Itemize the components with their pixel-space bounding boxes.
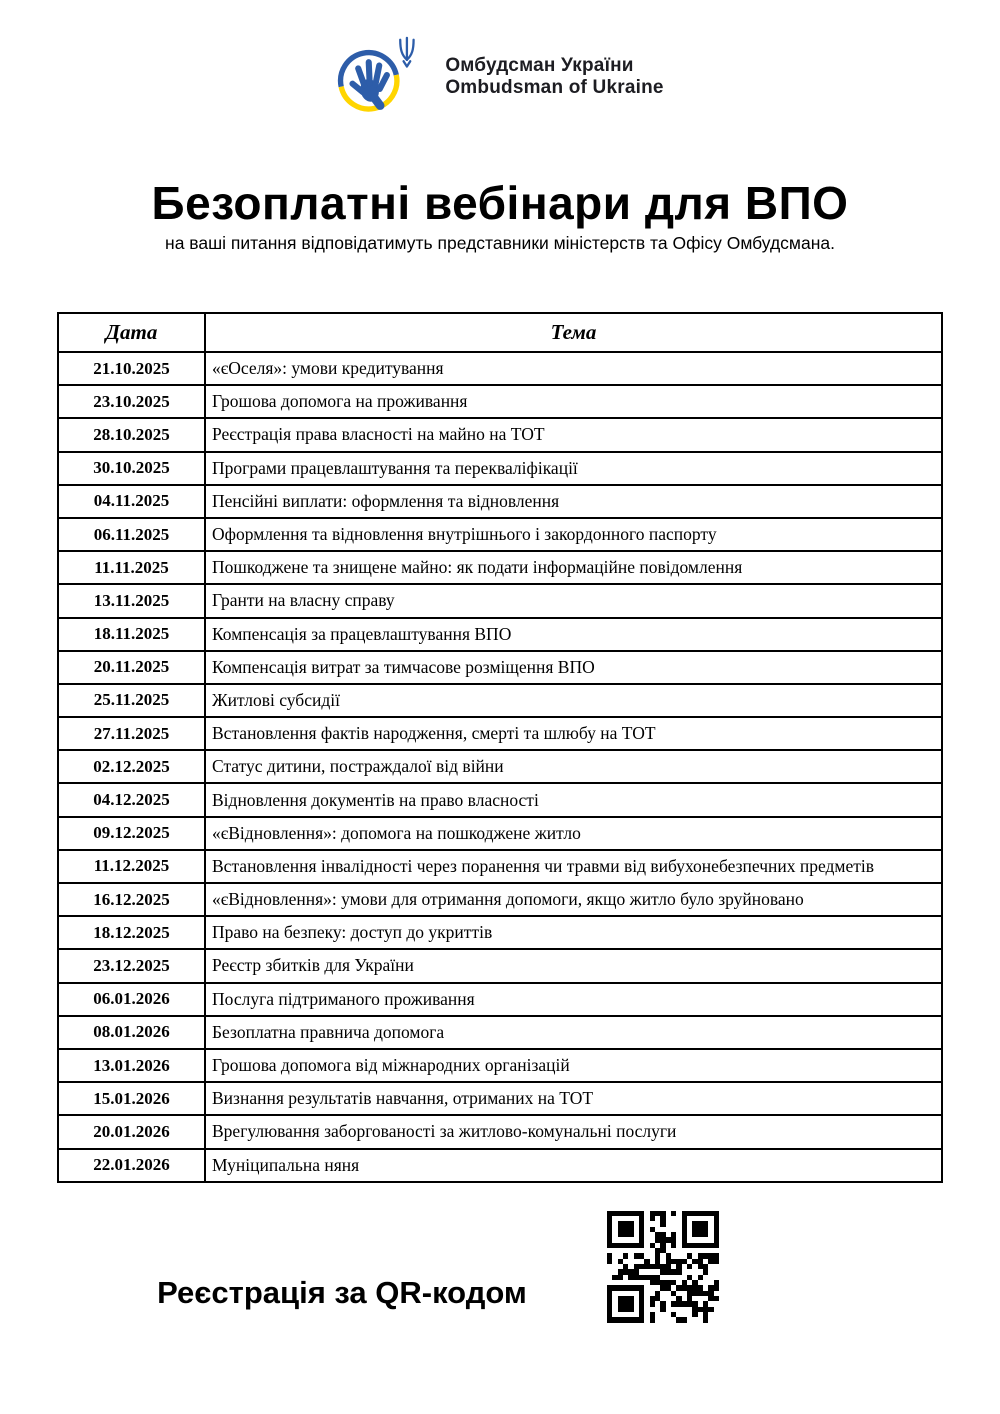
webinar-topic: Визнання результатів навчання, отриманих на ТОТ <box>205 1082 942 1115</box>
table-row <box>58 518 942 551</box>
registration-section <box>0 1211 938 1323</box>
table-row <box>58 584 942 617</box>
logo-title-en: Ombudsman of Ukraine <box>445 77 664 98</box>
webinar-date: 04.12.2025 <box>58 783 205 816</box>
webinar-date: 13.11.2025 <box>58 584 205 617</box>
webinar-date: 23.10.2025 <box>58 385 205 418</box>
table-row <box>58 452 942 485</box>
webinar-date: 25.11.2025 <box>58 684 205 717</box>
hand-icon <box>353 62 387 105</box>
page-title: Безоплатні вебінари для ВПО <box>151 177 849 229</box>
table-row <box>58 418 942 451</box>
webinar-topic: Програми працевлаштування та перекваліфікації <box>205 452 942 485</box>
webinar-topic: Безоплатна правнича допомога <box>205 1016 942 1049</box>
table-header-row <box>58 313 942 352</box>
webinar-date: 28.10.2025 <box>58 418 205 451</box>
webinar-date: 09.12.2025 <box>58 817 205 850</box>
webinar-topic: Гранти на власну справу <box>205 584 942 617</box>
webinar-topic: Пошкоджене та знищене майно: як подати інформаційне повідомлення <box>205 551 942 584</box>
webinar-topic: Встановлення інвалідності через поранення чи травми від вибухонебезпечних предметів <box>205 850 942 883</box>
webinar-topic: Статус дитини, постраждалої від війни <box>205 750 942 783</box>
webinar-topic: Оформлення та відновлення внутрішнього і закордонного паспорту <box>205 518 942 551</box>
table-row <box>58 618 942 651</box>
webinar-topic: Відновлення документів на право власності <box>205 783 942 816</box>
webinar-date: 06.01.2026 <box>58 983 205 1016</box>
table-row <box>58 949 942 982</box>
table-row <box>58 485 942 518</box>
webinar-topic: Реєстрація права власності на майно на ТОТ <box>205 418 942 451</box>
webinar-date: 13.01.2026 <box>58 1049 205 1082</box>
webinar-date: 16.12.2025 <box>58 883 205 916</box>
page-subtitle: на ваші питання відповідатимуть представники міністерств та Офісу Омбудсмана. <box>165 233 835 253</box>
webinar-date: 06.11.2025 <box>58 518 205 551</box>
webinar-topic: «єОселя»: умови кредитування <box>205 352 942 385</box>
webinar-topic: Грошова допомога на проживання <box>205 385 942 418</box>
webinar-date: 08.01.2026 <box>58 1016 205 1049</box>
webinar-topic: Грошова допомога від міжнародних організацій <box>205 1049 942 1082</box>
webinar-table-body <box>58 352 942 1182</box>
webinar-topic: Право на безпеку: доступ до укриттів <box>205 916 942 949</box>
webinar-date: 21.10.2025 <box>58 352 205 385</box>
webinar-date: 11.12.2025 <box>58 850 205 883</box>
logo-title-uk: Омбудсман України <box>445 55 634 76</box>
table-row <box>58 1082 942 1115</box>
webinar-topic: Реєстр збитків для України <box>205 949 942 982</box>
table-row <box>58 1149 942 1182</box>
webinar-date: 20.11.2025 <box>58 651 205 684</box>
webinar-topic: Компенсація за працевлаштування ВПО <box>205 618 942 651</box>
qr-code-icon <box>607 1211 719 1323</box>
table-row <box>58 850 942 883</box>
webinar-topic: «єВідновлення»: допомога на пошкоджене житло <box>205 817 942 850</box>
webinar-topic: «єВідновлення»: умови для отримання допомоги, якщо житло було зруйновано <box>205 883 942 916</box>
table-row <box>58 1016 942 1049</box>
column-header-topic: Тема <box>205 313 942 352</box>
webinar-topic: Встановлення фактів народження, смерті та шлюбу на ТОТ <box>205 717 942 750</box>
trident-icon <box>401 38 414 67</box>
webinar-topic: Житлові субсидії <box>205 684 942 717</box>
logo-text <box>445 55 663 99</box>
webinar-date: 18.11.2025 <box>58 618 205 651</box>
table-row <box>58 983 942 1016</box>
column-header-date: Дата <box>58 313 205 352</box>
table-row <box>58 385 942 418</box>
ombudsman-logo-icon <box>336 35 432 119</box>
table-row <box>58 717 942 750</box>
qr-caption: Реєстрація за QR-кодом <box>157 1274 527 1310</box>
table-row <box>58 651 942 684</box>
webinar-topic: Муніципальна няня <box>205 1149 942 1182</box>
table-row <box>58 352 942 385</box>
table-row <box>58 1049 942 1082</box>
webinar-topic: Пенсійні виплати: оформлення та відновлення <box>205 485 942 518</box>
webinar-topic: Врегулювання заборгованості за житлово-комунальні послуги <box>205 1115 942 1148</box>
webinar-date: 23.12.2025 <box>58 949 205 982</box>
webinar-date: 04.11.2025 <box>58 485 205 518</box>
table-row <box>58 916 942 949</box>
table-row <box>58 883 942 916</box>
table-row <box>58 783 942 816</box>
webinar-date: 11.11.2025 <box>58 551 205 584</box>
webinar-date: 02.12.2025 <box>58 750 205 783</box>
table-row <box>58 551 942 584</box>
table-row <box>58 750 942 783</box>
table-row <box>58 817 942 850</box>
webinar-date: 22.01.2026 <box>58 1149 205 1182</box>
ombudsman-logo <box>0 0 1000 118</box>
webinar-date: 18.12.2025 <box>58 916 205 949</box>
table-row <box>58 1115 942 1148</box>
table-row <box>58 684 942 717</box>
webinar-date: 20.01.2026 <box>58 1115 205 1148</box>
webinar-date: 15.01.2026 <box>58 1082 205 1115</box>
webinar-topic: Компенсація витрат за тимчасове розміщення ВПО <box>205 651 942 684</box>
webinar-date: 27.11.2025 <box>58 717 205 750</box>
webinar-topic: Послуга підтриманого проживання <box>205 983 942 1016</box>
webinar-schedule-table <box>57 312 943 1183</box>
webinar-date: 30.10.2025 <box>58 452 205 485</box>
